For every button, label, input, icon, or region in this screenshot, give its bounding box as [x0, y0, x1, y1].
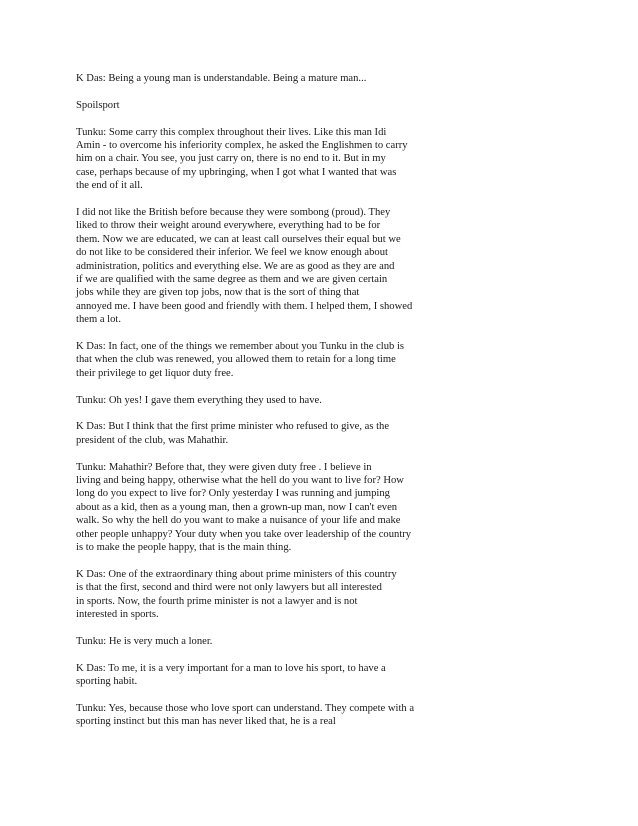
text-line: president of the club, was Mahathir.: [76, 434, 229, 446]
text-line: jobs while they are given top jobs, now that is the sort of thing that: [76, 287, 360, 299]
text-line: if we are qualified with the same degree as them and we are given certain: [76, 274, 388, 286]
text-line: him on a chair. You see, you just carry on, there is no end to it. But in my: [76, 153, 386, 165]
paragraph: [76, 662, 576, 689]
text-line: Tunku: Yes, because those who love sport can understand. They compete with a: [76, 702, 415, 714]
paragraph: [76, 72, 576, 85]
text-line: about as a kid, then as a young man, then a grown-up man, now I can't even: [76, 501, 398, 513]
text-line: the end of it all.: [76, 180, 143, 192]
paragraph: [76, 461, 576, 555]
text-line: K Das: To me, it is a very important for a man to love his sport, to have a: [76, 662, 386, 674]
text-line: other people unhappy? Your duty when you take over leadership of the country: [76, 528, 412, 540]
text-line: sporting instinct but this man has never liked that, he is a real: [76, 716, 336, 728]
text-line: sporting habit.: [76, 676, 138, 688]
paragraph: [76, 702, 576, 729]
document-page: [76, 72, 576, 742]
text-line: K Das: But I think that the first prime minister who refused to give, as the: [76, 421, 390, 433]
text-line: Tunku: Some carry this complex throughout their lives. Like this man Idi: [76, 126, 387, 138]
paragraph: [76, 568, 576, 622]
text-line: them a lot.: [76, 314, 122, 326]
text-line: do not like to be considered their inferior. We feel we know enough about: [76, 247, 388, 259]
text-line: interested in sports.: [76, 609, 159, 621]
text-line: Amin - to overcome his inferiority complex, he asked the Englishmen to carry: [76, 140, 408, 151]
paragraph: [76, 340, 576, 380]
paragraph: [76, 99, 576, 112]
text-line: annoyed me. I have been good and friendly with them. I helped them, I showed: [76, 300, 413, 312]
text-line: living and being happy, otherwise what the hell do you want to live for? How: [76, 475, 404, 487]
paragraph: [76, 420, 576, 447]
text-line: K Das: One of the extraordinary thing about prime ministers of this country: [76, 568, 397, 580]
text-line: is that the first, second and third were not only lawyers but all interested: [76, 582, 382, 594]
text-line: administration, politics and everything else. We are as good as they are and: [76, 260, 395, 272]
text-line: case, perhaps because of my upbringing, when I got what I wanted that was: [76, 166, 397, 178]
text-line: is to make the people happy, that is the main thing.: [76, 542, 292, 554]
text-line: Spoilsport: [76, 99, 120, 111]
text-line: walk. So why the hell do you want to make a nuisance of your life and make: [76, 515, 401, 527]
text-line: their privilege to get liquor duty free.: [76, 367, 234, 379]
text-line: them. Now we are educated, we can at least call ourselves their equal but we: [76, 233, 401, 245]
text-line: Tunku: Mahathir? Before that, they were given duty free . I believe in: [76, 461, 372, 473]
text-line: K Das: Being a young man is understandable. Being a mature man...: [76, 73, 367, 84]
text-line: liked to throw their weight around everywhere, everything had to be for: [76, 220, 381, 232]
paragraph: [76, 206, 576, 327]
paragraph: [76, 126, 576, 193]
text-line: Tunku: Oh yes! I gave them everything they used to have.: [76, 394, 322, 406]
paragraph: [76, 394, 576, 407]
paragraph: [76, 635, 576, 648]
text-line: in sports. Now, the fourth prime minister is not a lawyer and is not: [76, 595, 358, 607]
text-line: K Das: In fact, one of the things we remember about you Tunku in the club is: [76, 341, 405, 353]
text-line: Tunku: He is very much a loner.: [76, 635, 213, 647]
text-line: that when the club was renewed, you allowed them to retain for a long time: [76, 354, 396, 366]
text-line: I did not like the British before because they were sombong (proud). They: [76, 207, 391, 219]
text-line: long do you expect to live for? Only yesterday I was running and jumping: [76, 488, 390, 500]
